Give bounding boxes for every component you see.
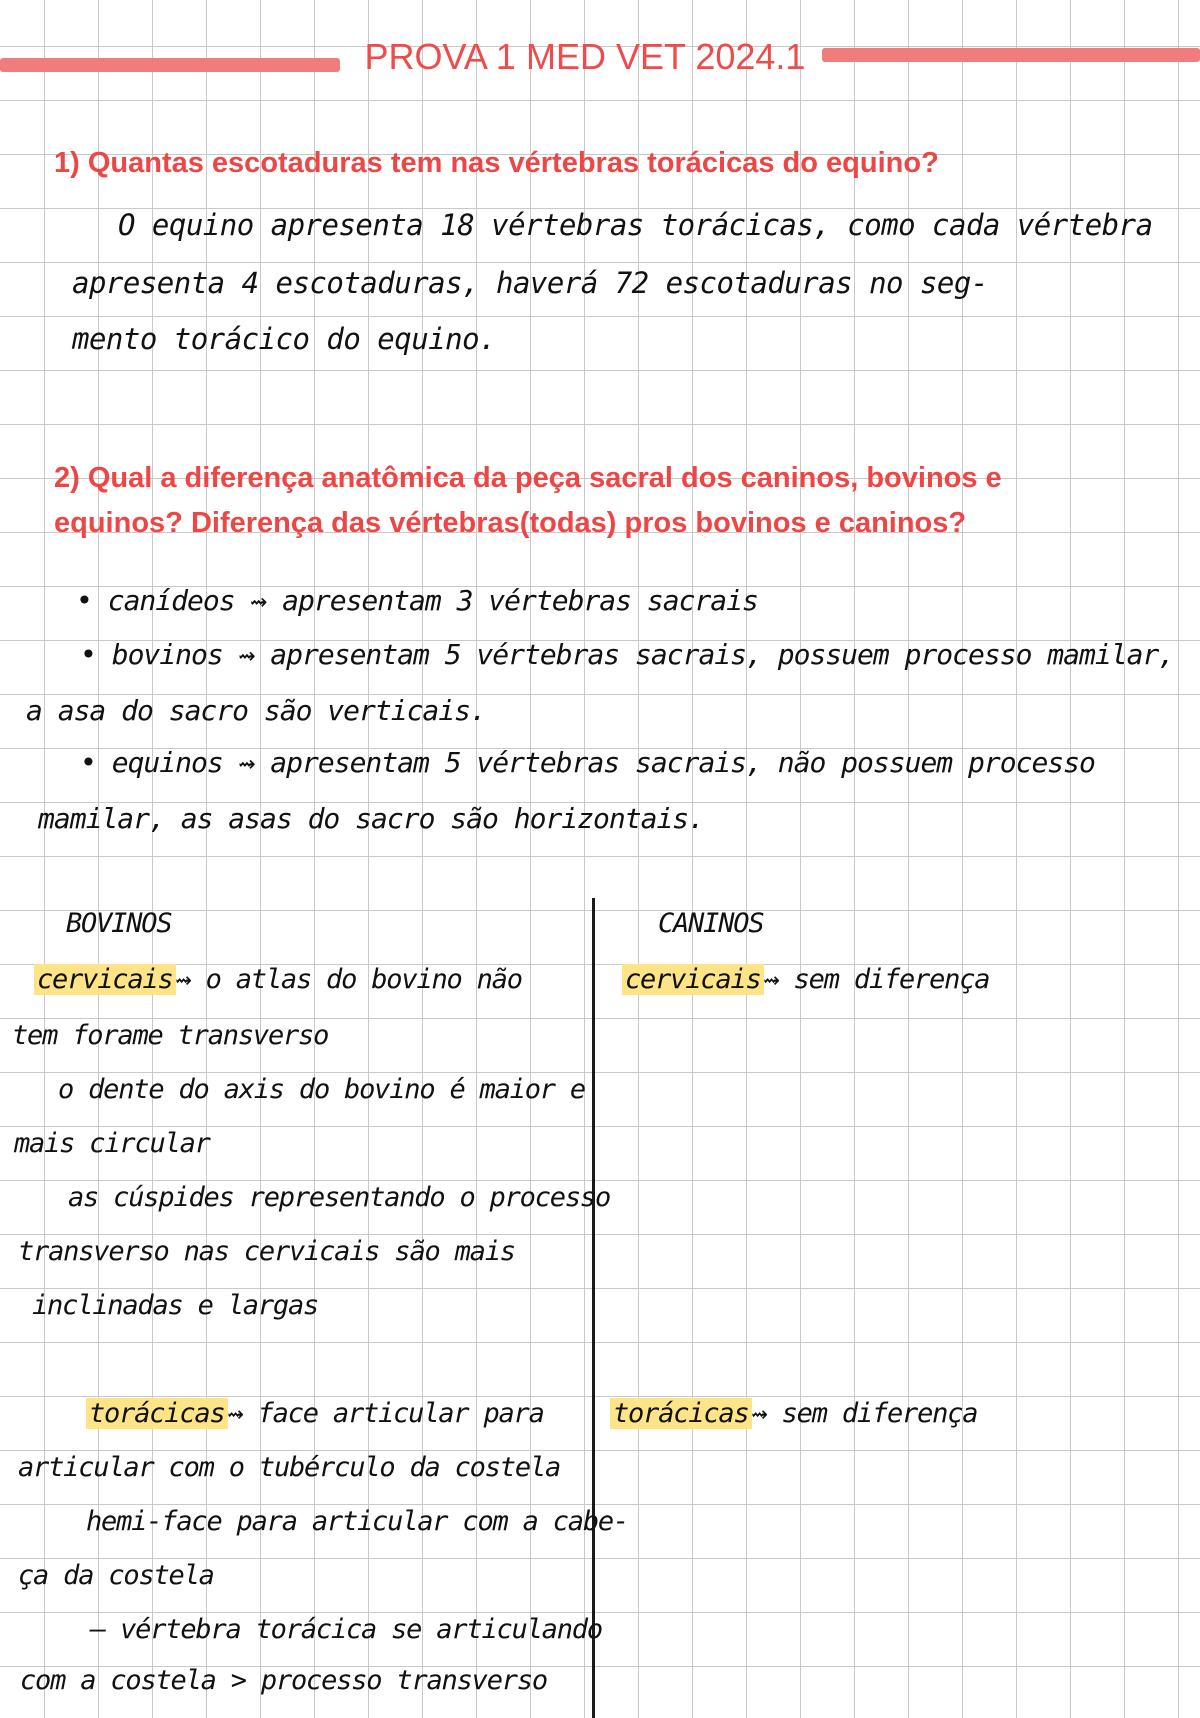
- bovinos-toracicas-text: ⇝ face articular para: [227, 1398, 544, 1429]
- answer-2-bovinos-cont: a asa do sacro são verticais.: [26, 694, 486, 727]
- bovinos-cervicais-line-5: transverso nas cervicais são mais: [18, 1236, 515, 1267]
- answer-2-canideos: • canídeos ⇝ apresentam 3 vértebras sacrais: [76, 584, 758, 617]
- page-title: PROVA 1 MED VET 2024.1: [364, 36, 806, 77]
- answer-1-line-2: apresenta 4 escotaduras, haverá 72 escotaduras no seg-: [72, 266, 988, 300]
- bovinos-cervicais-line-1: tem forame transverso: [12, 1020, 329, 1051]
- bovinos-cervicais-line-3: mais circular: [14, 1128, 210, 1159]
- question-2-line-1: 2) Qual a diferença anatômica da peça sacral dos caninos, bovinos e: [54, 462, 1002, 494]
- table-divider: [592, 898, 595, 1718]
- bovinos-cervicais-line-4: as cúspides representando o processo: [68, 1182, 610, 1213]
- title-bar-right: [822, 48, 1200, 62]
- title-bar-left: [0, 58, 340, 72]
- bovinos-cervicais: [34, 964, 522, 995]
- bovinos-cervicais-text: ⇝ o atlas do bovino não: [175, 964, 522, 995]
- bovinos-toracicas-line-2: hemi-face para articular com a cabe-: [86, 1506, 628, 1537]
- bovinos-cervicais-line-6: inclinadas e largas: [32, 1290, 319, 1321]
- answer-2-equinos-cont: mamilar, as asas do sacro são horizontais.: [38, 802, 705, 835]
- bovinos-toracicas-line-3: ça da costela: [18, 1560, 214, 1591]
- question-1: 1) Quantas escotaduras tem nas vértebras torácicas do equino?: [54, 147, 939, 179]
- caninos-toracicas-label: torácicas: [610, 1398, 752, 1429]
- bovinos-toracicas: [86, 1398, 544, 1429]
- answer-2-bovinos: • bovinos ⇝ apresentam 5 vértebras sacrais, possuem processo mamilar,: [80, 638, 1175, 671]
- caninos-cervicais-text: ⇝ sem diferença: [763, 964, 990, 995]
- caninos-header: CANINOS: [658, 908, 764, 939]
- caninos-toracicas-text: ⇝ sem diferença: [751, 1398, 978, 1429]
- question-2-line-2: equinos? Diferença das vértebras(todas) pros bovinos e caninos?: [54, 507, 967, 539]
- bovinos-cervicais-label: cervicais: [34, 964, 176, 995]
- bovinos-toracicas-line-1: articular com o tubérculo da costela: [18, 1452, 560, 1483]
- bovinos-toracicas-label: torácicas: [86, 1398, 228, 1429]
- answer-1-line-3: mento torácico do equino.: [72, 322, 496, 356]
- caninos-cervicais: [622, 964, 989, 995]
- answer-1-line-1: O equino apresenta 18 vértebras torácicas, como cada vértebra: [118, 208, 1153, 242]
- bovinos-toracicas-line-4: — vértebra torácica se articulando: [90, 1614, 602, 1645]
- bovinos-header: BOVINOS: [66, 908, 172, 939]
- bovinos-cervicais-line-2: o dente do axis do bovino é maior e: [58, 1074, 585, 1105]
- answer-2-equinos: • equinos ⇝ apresentam 5 vértebras sacrais, não possuem processo: [80, 746, 1095, 779]
- caninos-cervicais-label: cervicais: [622, 964, 764, 995]
- bovinos-toracicas-line-5: com a costela > processo transverso: [20, 1665, 547, 1696]
- caninos-toracicas: [610, 1398, 977, 1429]
